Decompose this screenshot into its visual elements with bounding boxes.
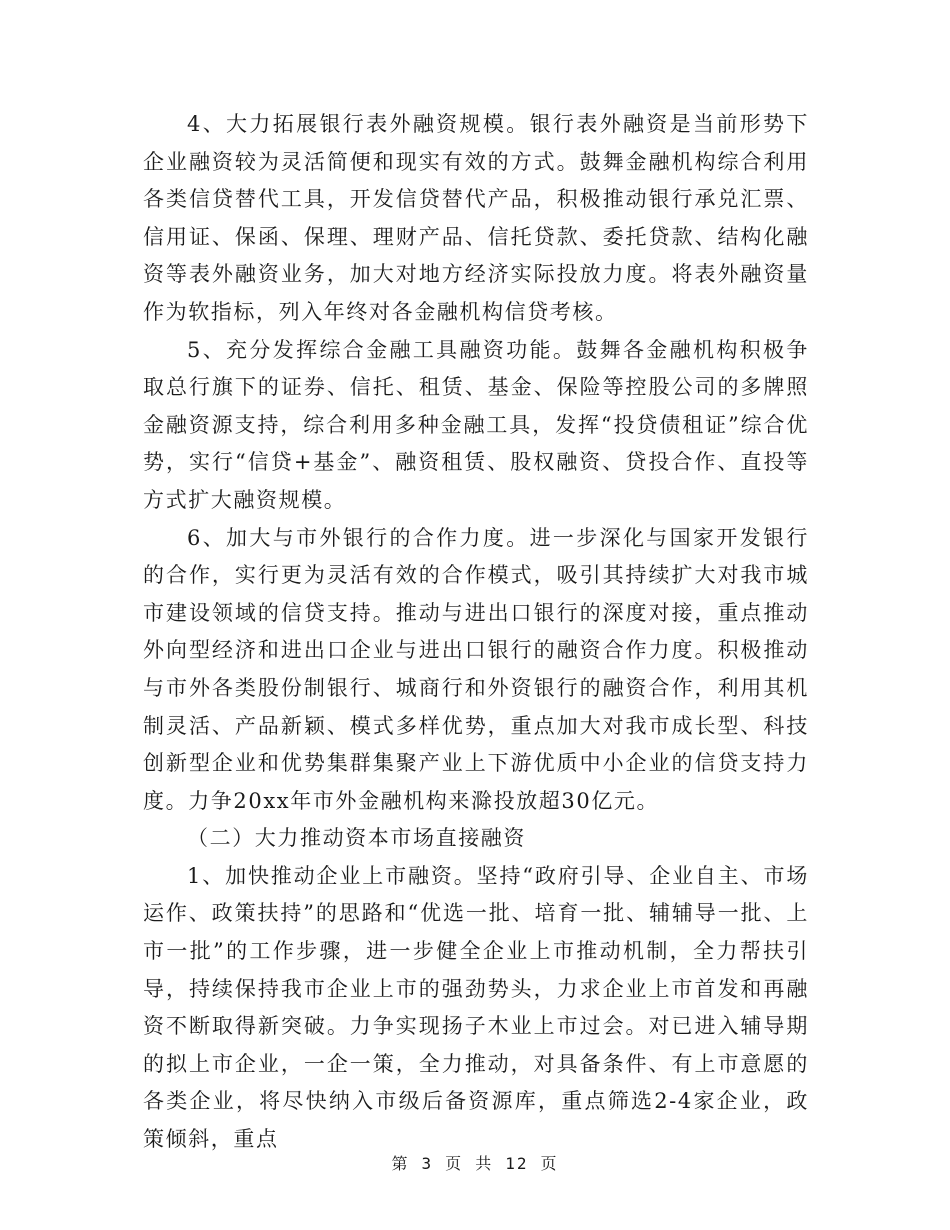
- footer-total-label: 共: [475, 1154, 494, 1173]
- paragraph-1-ipo-financing: 1、加快推动企业上市融资。坚持“政府引导、企业自主、市场运作、政策扶持”的思路和“优选一批、培育一批、辅辅导一批、上市一批”的工作步骤，进一步健全企业上市推动机制，全力帮扶引导，持续保持我市企业上市的强劲势头，力求企业上市首发和再融资不断取得新突破。力争实现扬子木业上市过会。对已进入辅导期的拟上市企业，一企一策，全力推动，对具备条件、有上市意愿的各类企业，将尽快纳入市级后备资源库，重点筛选2-4家企业，政策倾斜，重点: [143, 863, 809, 1152]
- footer-suffix: 页: [540, 1154, 559, 1173]
- paragraph-6-external-bank-cooperation: 6、加大与市外银行的合作力度。进一步深化与国家开发银行的合作，实行更为灵活有效的合作模式，吸引其持续扩大对我市城市建设领域的信贷支持。推动与进出口银行的深度对接，重点推动外向型经济和进出口企业与进出口银行的融资合作力度。积极推动与市外各类股份制银行、城商行和外资银行的融资合作，利用其机制灵活、产品新颖、模式多样优势，重点加大对我市成长型、科技创新型企业和优势集群集聚产业上下游优质中小企业的信贷支持力度。力争20xx年市外金融机构来滁投放超30亿元。: [143, 525, 809, 813]
- footer-page-unit: 页: [445, 1154, 464, 1173]
- footer-prefix: 第: [391, 1154, 410, 1173]
- paragraph-4-off-balance-financing: 4、大力拓展银行表外融资规模。银行表外融资是当前形势下企业融资较为灵活简便和现实有效的方式。鼓舞金融机构综合利用各类信贷替代工具，开发信贷替代产品，积极推动银行承兑汇票、信用证、保函、保理、理财产品、信托贷款、委托贷款、结构化融资等表外融资业务，加大对地方经济实际投放力度。将表外融资量作为软指标，列入年终对各金融机构信贷考核。: [143, 112, 809, 324]
- document-body: [143, 106, 809, 1159]
- paragraph-5-integrated-financial-tools: 5、充分发挥综合金融工具融资功能。鼓舞各金融机构积极争取总行旗下的证券、信托、租赁、基金、保险等控股公司的多牌照金融资源支持，综合利用多种金融工具，发挥“投贷债租证”综合优势，实行“信贷+基金”、融资租赁、股权融资、贷投合作、直投等方式扩大融资规模。: [143, 337, 809, 512]
- page-footer: [0, 1151, 950, 1174]
- footer-total-pages: 12: [505, 1154, 529, 1173]
- footer-current-page: 3: [421, 1154, 434, 1173]
- section-heading-capital-market: （二）大力推动资本市场直接融资: [187, 826, 526, 851]
